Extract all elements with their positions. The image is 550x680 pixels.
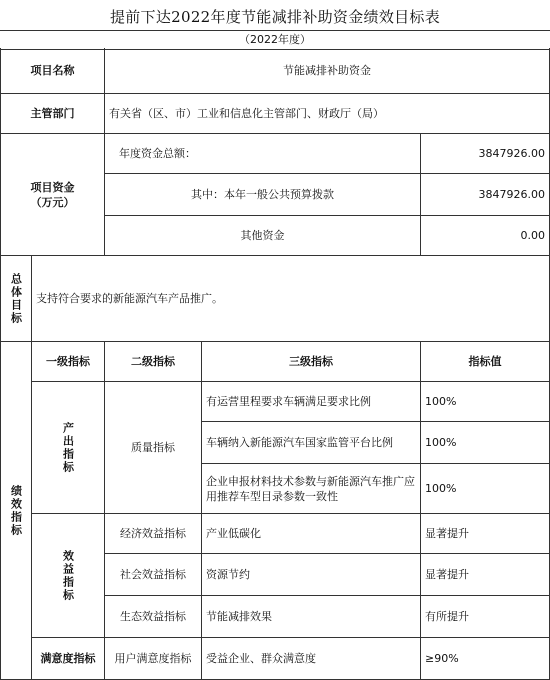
header-level2: 二级指标	[105, 342, 202, 382]
satisfaction-indicator-label: 满意度指标	[32, 638, 105, 680]
department-value: 有关省（区、市）工业和信息化主管部门、财政厅（局）	[105, 94, 550, 134]
ecological-benefit-value: 有所提升	[421, 596, 550, 638]
satisfaction-metric: 受益企业、群众满意度	[202, 638, 421, 680]
output-metric-2: 车辆纳入新能源汽车国家监管平台比例	[202, 422, 421, 464]
project-name-label: 项目名称	[0, 48, 105, 94]
funds-label-line2: （万元）	[30, 195, 75, 209]
ecological-benefit-label: 生态效益指标	[105, 596, 202, 638]
social-benefit-value: 显著提升	[421, 554, 550, 596]
project-name-value: 节能减排补助资金	[105, 48, 550, 94]
performance-label: 绩效指标	[0, 342, 32, 680]
satisfaction-value: ≥90%	[421, 638, 550, 680]
user-satisfaction-label: 用户满意度指标	[105, 638, 202, 680]
output-value-2: 100%	[421, 422, 550, 464]
quality-indicator-label: 质量指标	[105, 382, 202, 514]
benefit-indicator-label: 效益指标	[32, 514, 105, 638]
funds-total-label: 年度资金总额：	[105, 134, 421, 174]
output-indicator-label: 产出指标	[32, 382, 105, 514]
social-benefit-label: 社会效益指标	[105, 554, 202, 596]
header-value: 指标值	[421, 342, 550, 382]
funds-budget-label: 其中：本年一般公共预算拨款	[105, 174, 421, 216]
header-level1: 一级指标	[32, 342, 105, 382]
funds-other-value: 0.00	[421, 216, 550, 256]
output-value-3: 100%	[421, 464, 550, 514]
year-caption: （2022年度）	[0, 30, 550, 50]
overall-goal-value: 支持符合要求的新能源汽车产品推广。	[32, 256, 550, 342]
economic-benefit-value: 显著提升	[421, 514, 550, 554]
document-title: 提前下达2022年度节能减排补助资金绩效目标表	[109, 8, 441, 26]
output-value-1: 100%	[421, 382, 550, 422]
economic-benefit-label: 经济效益指标	[105, 514, 202, 554]
economic-benefit-metric: 产业低碳化	[202, 514, 421, 554]
ecological-benefit-metric: 节能减排效果	[202, 596, 421, 638]
output-metric-3: 企业申报材料技术参数与新能源汽车推广应用推荐车型目录参数一致性	[202, 464, 421, 514]
overall-goal-label: 总体目标	[0, 256, 32, 342]
funds-label	[0, 134, 105, 256]
funds-other-label: 其他资金	[105, 216, 421, 256]
department-label: 主管部门	[0, 94, 105, 134]
funds-total-value: 3847926.00	[421, 134, 550, 174]
funds-budget-value: 3847926.00	[421, 174, 550, 216]
social-benefit-metric: 资源节约	[202, 554, 421, 596]
funds-label-line1: 项目资金	[30, 180, 75, 194]
output-metric-1: 有运营里程要求车辆满足要求比例	[202, 382, 421, 422]
header-level3: 三级指标	[202, 342, 421, 382]
